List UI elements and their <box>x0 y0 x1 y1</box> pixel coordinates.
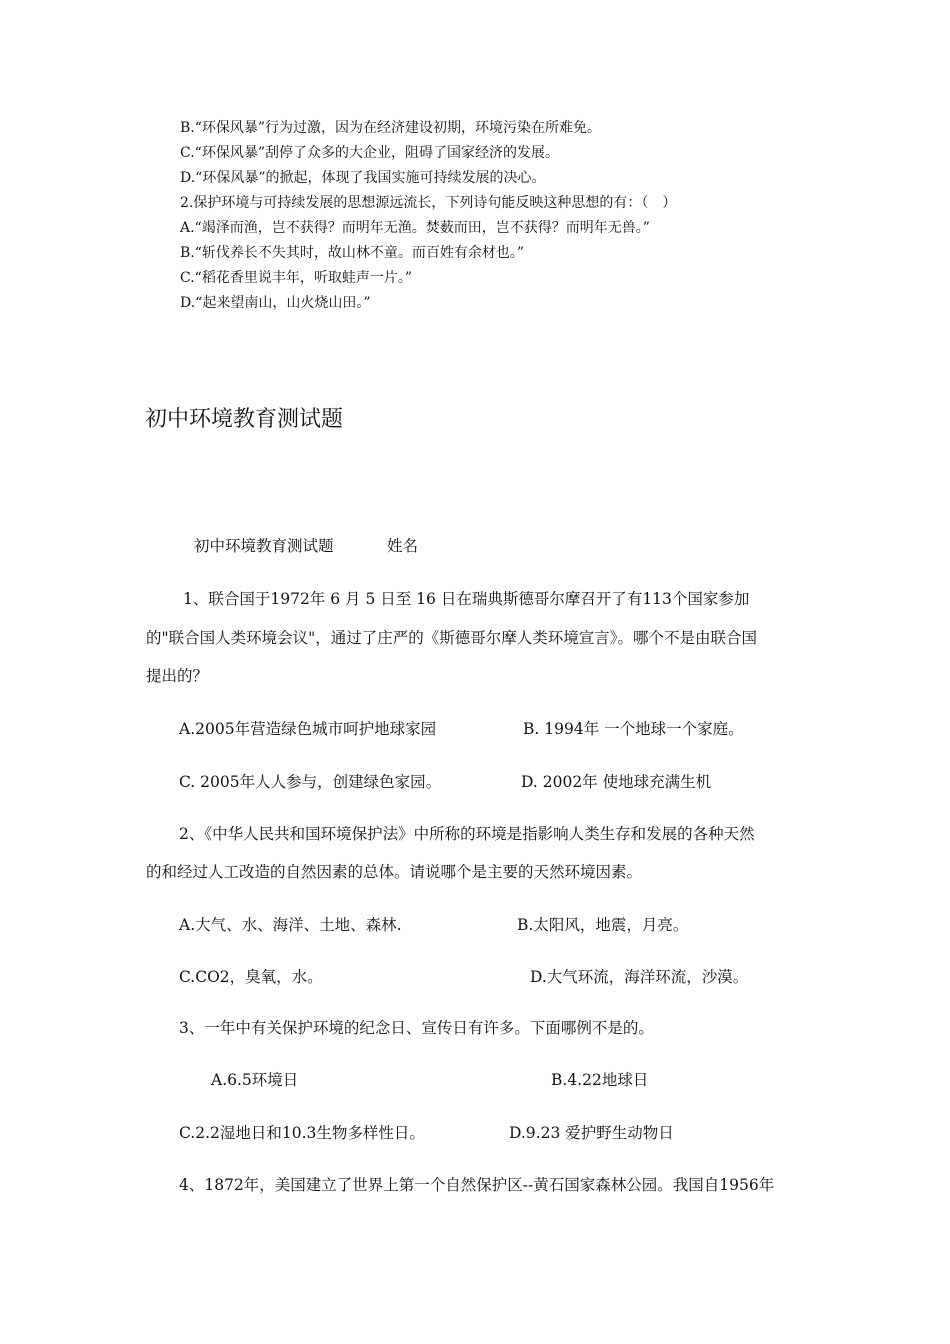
text-line: B.“斩伐养长不失其时，故山林不童。而百姓有余材也。” <box>180 245 525 261</box>
name-label: 姓名 <box>387 537 419 555</box>
question-stem: 4、1872年，美国建立了世界上第一个自然保护区--黄石国家森林公园。我国自1956年 <box>179 1176 775 1194</box>
question-stem: 提出的？ <box>146 667 209 685</box>
question-stem: 的和经过人工改造的自然因素的总体。请说哪个是主要的天然环境因素。 <box>146 863 643 881</box>
text-line: A.“竭泽而渔，岂不获得？而明年无渔。焚薮而田，岂不获得？而明年无兽。” <box>180 220 650 236</box>
option-b: B.太阳风，地震，月亮。 <box>517 916 689 934</box>
question-stem: 1、联合国于1972年 6 月 5 日至 16 日在瑞典斯德哥尔摩召开了有113个国家参加 <box>183 590 750 608</box>
option-a: A.2005年营造绿色城市呵护地球家园 <box>179 720 437 738</box>
option-c: C. 2005年人人参与，创建绿色家园。 <box>179 773 442 791</box>
text-line: B.“环保风暴”行为过激，因为在经济建设初期，环境污染在所难免。 <box>180 120 602 136</box>
text-line: D.“环保风暴”的掀起，体现了我国实施可持续发展的决心。 <box>180 170 546 186</box>
text-line: 2.保护环境与可持续发展的思想源远流长，下列诗句能反映这种思想的有：（ ） <box>180 195 677 211</box>
option-b: B. 1994年 一个地球一个家庭。 <box>523 720 744 738</box>
option-c: C.2.2湿地日和10.3生物多样性日。 <box>179 1124 425 1142</box>
option-b: B.4.22地球日 <box>551 1071 649 1089</box>
question-stem: 的"联合国人类环境会议"，通过了庄严的《斯德哥尔摩人类环境宣言》。哪个不是由联合国 <box>146 629 758 647</box>
text-line: C.“环保风暴”刮停了众多的大企业，阻碍了国家经济的发展。 <box>180 145 559 161</box>
option-d: D. 2002年 使地球充满生机 <box>521 773 712 791</box>
header-title: 初中环境教育测试题 <box>194 537 334 555</box>
text-line: D.“起来望南山，山火烧山田。” <box>180 295 371 311</box>
option-c: C.CO2，臭氧，水。 <box>179 968 323 986</box>
question-stem: 2、《中华人民共和国环境保护法》中所称的环境是指影响人类生存和发展的各种天然 <box>179 825 755 843</box>
option-d: D.9.23 爱护野生动物日 <box>509 1124 674 1142</box>
option-a: A.大气、水、海洋、土地、森林. <box>179 916 402 934</box>
page-title: 初中环境教育测试题 <box>145 407 344 432</box>
option-a: A.6.5环境日 <box>211 1071 299 1089</box>
text-line: C.“稻花香里说丰年，听取蛙声一片。” <box>180 270 412 286</box>
question-stem: 3、一年中有关保护环境的纪念日、宣传日有许多。下面哪例不是的。 <box>179 1019 654 1037</box>
option-d: D.大气环流，海洋环流，沙漠。 <box>530 968 749 986</box>
